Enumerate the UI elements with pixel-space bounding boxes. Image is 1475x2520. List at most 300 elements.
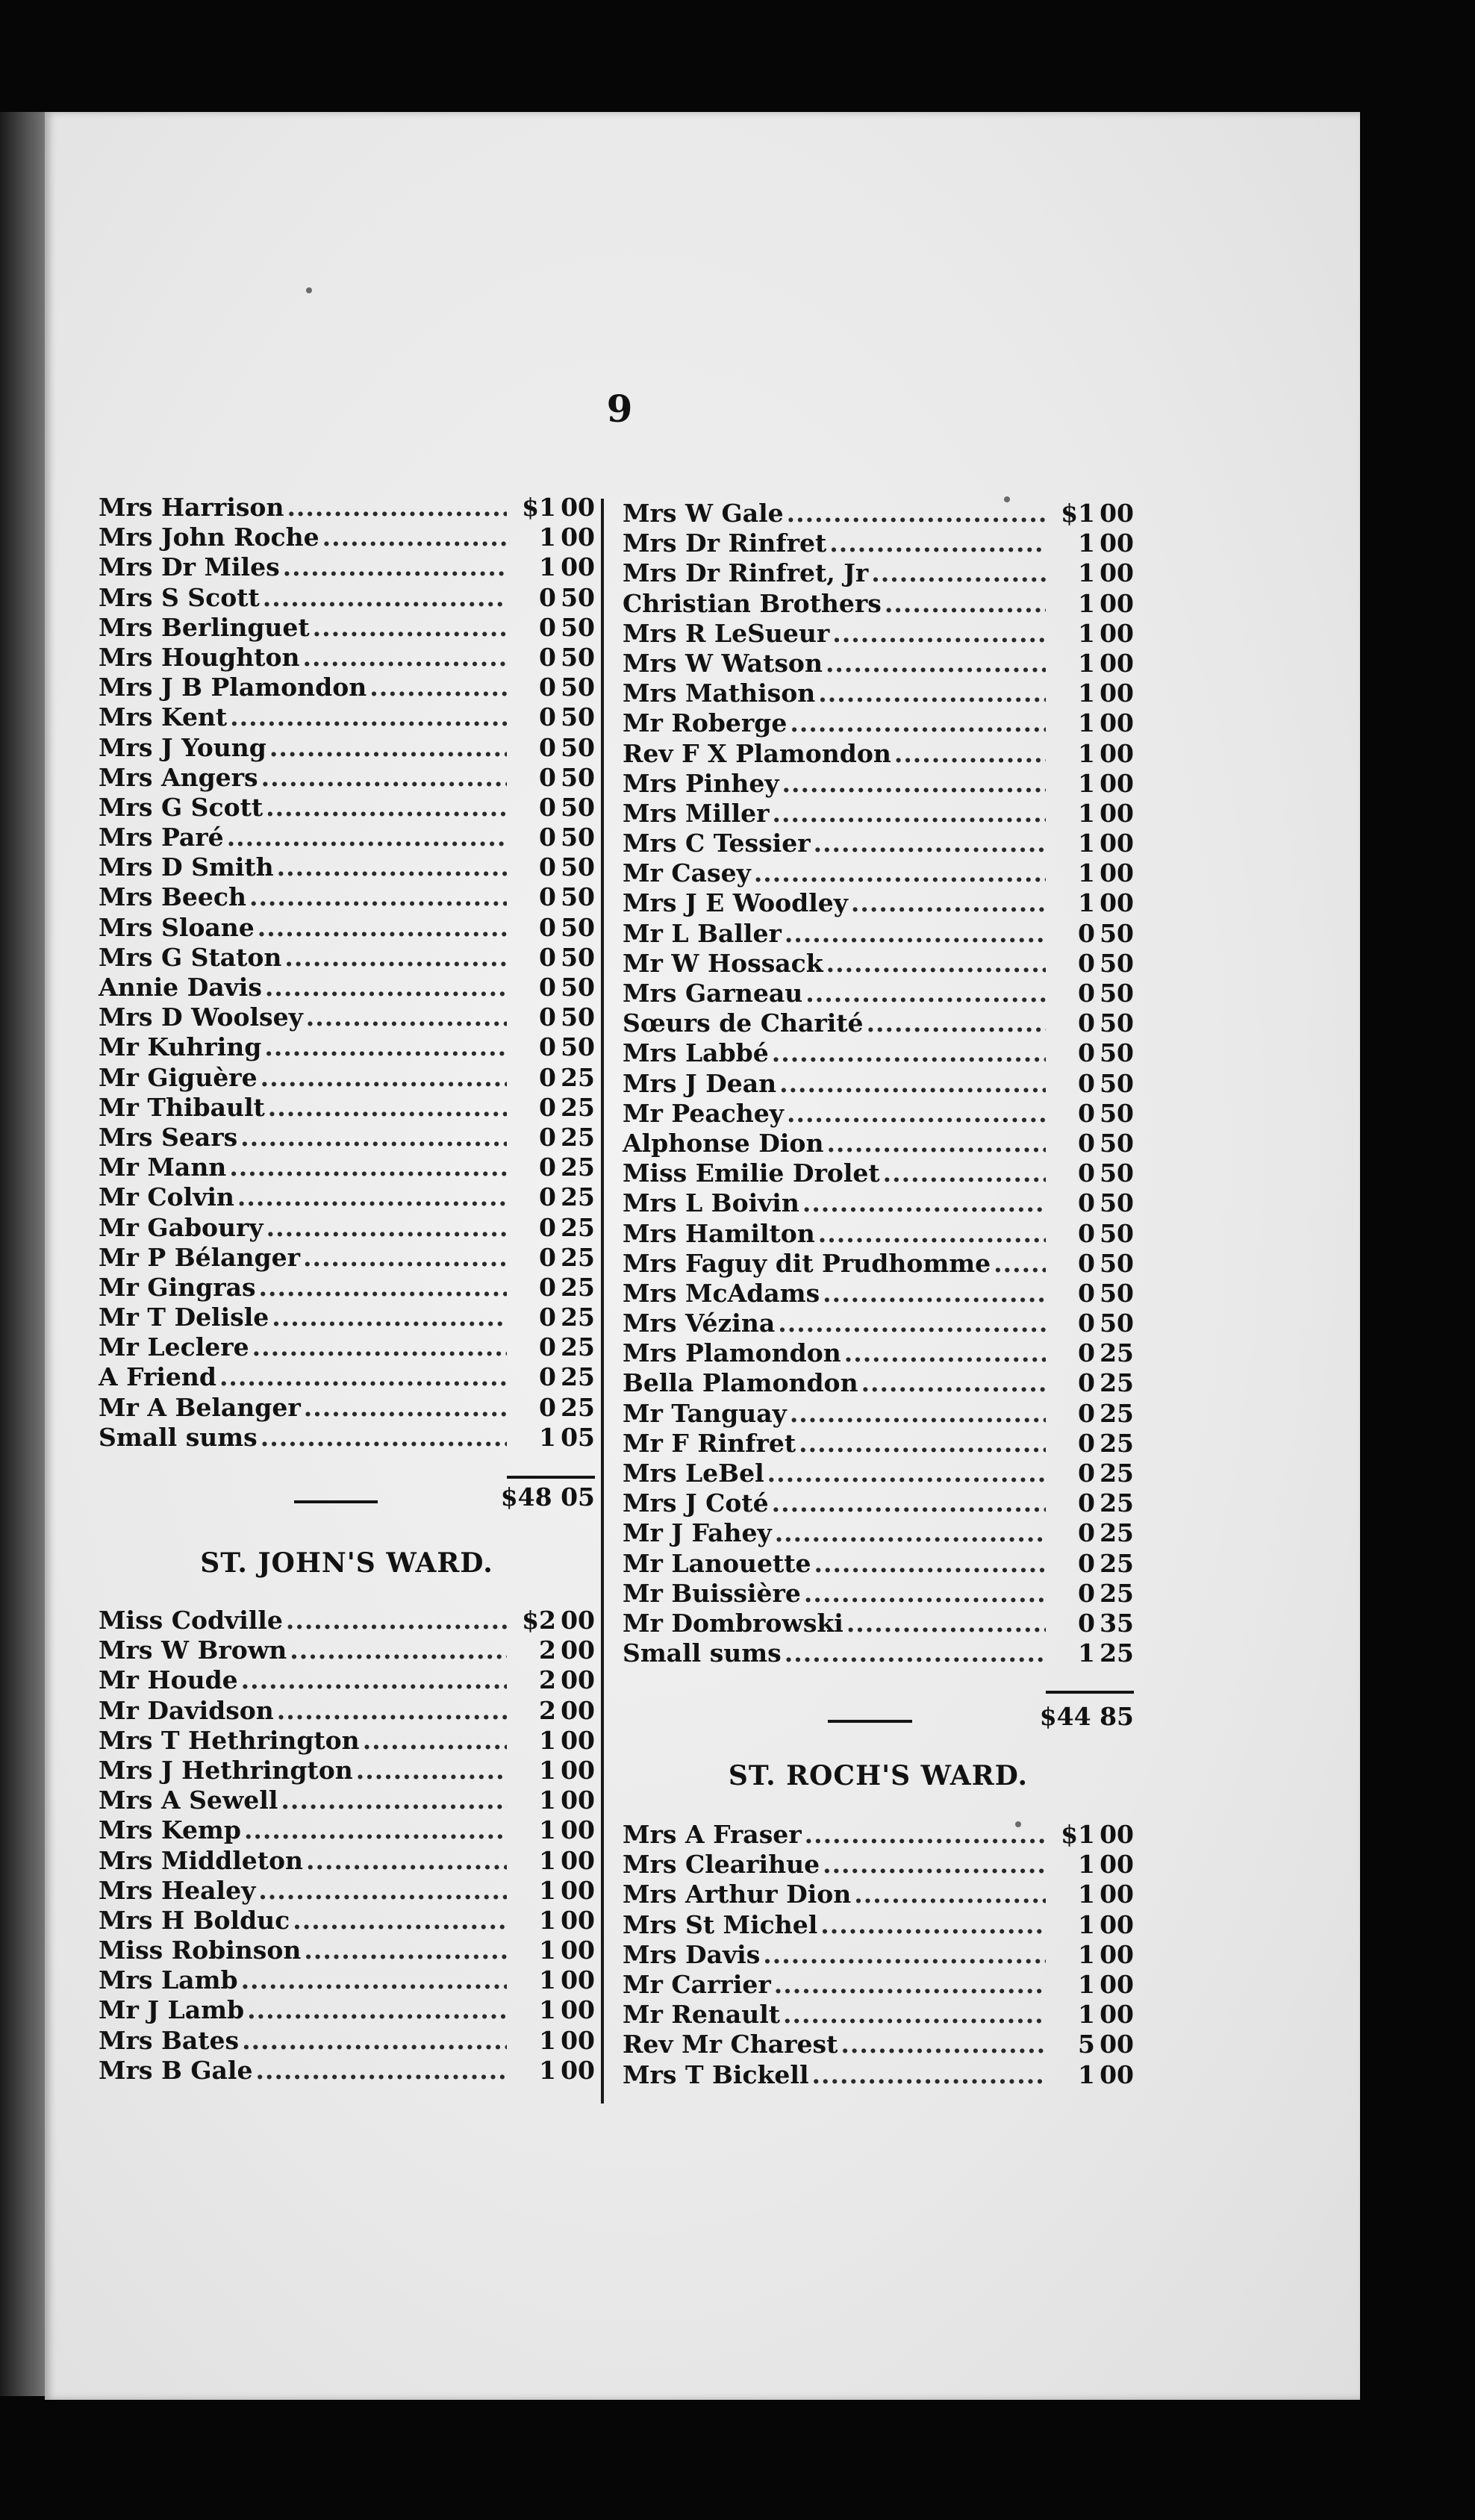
total-rule bbox=[1046, 1691, 1134, 1694]
amount-dollars: 1 bbox=[1078, 618, 1095, 648]
amount-cents: 00 bbox=[1100, 1909, 1134, 1939]
contributor-name: Mr Mann bbox=[99, 1153, 227, 1182]
contributor-name: Mrs Faguy dit Prudhomme bbox=[623, 1248, 991, 1278]
contributor-name: Mrs Plamondon bbox=[623, 1338, 841, 1368]
dot-leader bbox=[871, 558, 1046, 588]
contributor-name: Mrs W Gale bbox=[623, 499, 784, 528]
dot-leader bbox=[284, 943, 507, 973]
contributor-name: Mr Giguère bbox=[99, 1062, 258, 1092]
contributor-name: Miss Robinson bbox=[99, 1936, 302, 1965]
section-total: $48 05 bbox=[500, 1482, 595, 1512]
dot-leader bbox=[820, 1910, 1046, 1940]
contributor-row bbox=[623, 1638, 1134, 1668]
contribution-amount bbox=[513, 1936, 595, 1965]
contributor-row bbox=[623, 619, 1134, 649]
contributor-row bbox=[99, 1063, 595, 1093]
contributor-name: Mr Tanguay bbox=[623, 1398, 787, 1428]
contributor-name: Mrs Davis bbox=[623, 1939, 761, 1969]
dot-leader bbox=[322, 523, 507, 552]
contribution-amount bbox=[1052, 1368, 1134, 1398]
contributor-name: Mr L Baller bbox=[623, 918, 782, 948]
contribution-amount bbox=[1052, 1129, 1134, 1158]
dot-leader bbox=[249, 882, 507, 912]
amount-dollars: 0 bbox=[539, 973, 556, 1002]
contributor-row bbox=[99, 943, 595, 973]
contributor-name: Mr Houde bbox=[99, 1665, 238, 1695]
contributor-name: Mrs Pinhey bbox=[623, 768, 779, 798]
amount-cents: 25 bbox=[1100, 1578, 1134, 1608]
contributor-row bbox=[99, 493, 595, 523]
contribution-amount bbox=[513, 973, 595, 1002]
amount-cents: 00 bbox=[561, 2025, 595, 2055]
contribution-amount bbox=[513, 1393, 595, 1423]
dot-leader bbox=[306, 1846, 507, 1876]
contributor-row bbox=[623, 1609, 1134, 1638]
amount-cents: 50 bbox=[561, 912, 595, 942]
contribution-amount bbox=[1052, 1850, 1134, 1880]
dot-leader bbox=[258, 1876, 507, 1906]
contributor-row bbox=[623, 1368, 1134, 1398]
dot-leader bbox=[304, 1393, 507, 1423]
amount-dollars: 1 bbox=[1078, 558, 1095, 588]
amount-cents: 50 bbox=[1100, 1038, 1134, 1068]
amount-cents: 00 bbox=[1100, 1850, 1134, 1880]
dot-leader bbox=[805, 1820, 1046, 1850]
contributor-name: Mrs St Michel bbox=[623, 1909, 818, 1939]
dot-leader bbox=[247, 1995, 507, 2025]
amount-dollars: 1 bbox=[1078, 2000, 1095, 2030]
contributor-name: Bella Plamondon bbox=[623, 1368, 858, 1398]
contributor-row bbox=[623, 1518, 1134, 1548]
amount-dollars: 0 bbox=[1078, 979, 1095, 1008]
amount-dollars: 1 bbox=[1078, 1850, 1095, 1880]
amount-dollars: 0 bbox=[539, 1002, 556, 1032]
dot-leader bbox=[229, 1153, 507, 1182]
contributor-name: Mrs LeBel bbox=[623, 1459, 764, 1488]
amount-dollars: 0 bbox=[539, 612, 556, 642]
amount-cents: 50 bbox=[561, 882, 595, 912]
amount-cents: 00 bbox=[561, 1815, 595, 1845]
contribution-amount bbox=[1052, 1158, 1134, 1188]
amount-cents: 25 bbox=[1100, 1548, 1134, 1578]
contributor-row bbox=[623, 1188, 1134, 1218]
amount-dollars: 1 bbox=[539, 552, 556, 582]
amount-dollars: 0 bbox=[539, 1392, 556, 1422]
amount-cents: 00 bbox=[561, 1905, 595, 1935]
dot-leader bbox=[772, 1038, 1046, 1068]
contributor-row bbox=[623, 558, 1134, 588]
amount-cents: 25 bbox=[561, 1362, 595, 1392]
amount-dollars: 0 bbox=[539, 732, 556, 762]
contribution-amount bbox=[1052, 769, 1134, 799]
contributor-row bbox=[623, 1038, 1134, 1068]
contributor-row bbox=[99, 583, 595, 613]
ward-heading: ST. JOHN'S WARD. bbox=[200, 1547, 493, 1579]
amount-dollars: 1 bbox=[1078, 1939, 1095, 1969]
dot-leader bbox=[779, 1069, 1046, 1099]
amount-dollars: 1 bbox=[1078, 798, 1095, 828]
amount-cents: 25 bbox=[1100, 1488, 1134, 1518]
amount-cents: 50 bbox=[1100, 918, 1134, 948]
contributor-row bbox=[99, 1936, 595, 1965]
contributor-row bbox=[99, 1696, 595, 1726]
dot-leader bbox=[306, 1002, 507, 1032]
contributor-row bbox=[623, 1549, 1134, 1579]
dot-leader bbox=[790, 1399, 1046, 1429]
amount-cents: 00 bbox=[1100, 528, 1134, 558]
contributor-row bbox=[99, 523, 595, 552]
amount-dollars: 0 bbox=[1078, 1248, 1095, 1278]
contribution-amount bbox=[1052, 1429, 1134, 1459]
amount-dollars: 1 bbox=[1078, 1969, 1095, 1999]
contributor-name: Sœurs de Charité bbox=[623, 1008, 864, 1038]
amount-cents: 50 bbox=[1100, 1309, 1134, 1338]
contributor-row bbox=[623, 499, 1134, 528]
contribution-amount bbox=[1052, 1399, 1134, 1429]
amount-dollars: 0 bbox=[539, 1122, 556, 1152]
contributor-name: Mr P Bélanger bbox=[99, 1242, 300, 1272]
contributor-row bbox=[623, 1008, 1134, 1038]
amount-dollars: 1 bbox=[539, 1815, 556, 1845]
amount-cents: 00 bbox=[1100, 1939, 1134, 1969]
contributor-row bbox=[623, 769, 1134, 799]
contributor-name: Mrs J E Woodley bbox=[623, 888, 848, 918]
contributor-name: Mrs J Young bbox=[99, 732, 266, 762]
contributor-name: A Friend bbox=[99, 1362, 216, 1392]
dot-leader bbox=[823, 1279, 1046, 1309]
amount-dollars: 1 bbox=[539, 1875, 556, 1905]
contributor-name: Mrs J Dean bbox=[623, 1068, 777, 1098]
contributor-row bbox=[99, 1906, 595, 1936]
contributor-row bbox=[99, 1093, 595, 1123]
amount-dollars: 0 bbox=[1078, 1488, 1095, 1518]
contribution-amount bbox=[1052, 829, 1134, 858]
amount-dollars: 1 bbox=[1078, 679, 1095, 708]
dot-leader bbox=[258, 913, 507, 943]
contributor-row bbox=[99, 793, 595, 823]
contribution-amount bbox=[1052, 888, 1134, 918]
amount-dollars: 0 bbox=[1078, 1008, 1095, 1038]
contribution-amount bbox=[513, 1182, 595, 1212]
contributor-name: Mrs Angers bbox=[99, 762, 258, 792]
amount-cents: 50 bbox=[1100, 1098, 1134, 1128]
contribution-amount bbox=[513, 1153, 595, 1182]
dot-leader bbox=[772, 1488, 1046, 1518]
dot-leader bbox=[814, 829, 1046, 858]
dot-leader bbox=[252, 1332, 507, 1362]
amount-cents: 35 bbox=[1100, 1608, 1134, 1638]
amount-cents: 00 bbox=[561, 1995, 595, 2025]
contributor-name: Mrs Kemp bbox=[99, 1815, 241, 1845]
contributor-name: Mr Buissière bbox=[623, 1578, 801, 1608]
dot-leader bbox=[826, 1129, 1046, 1158]
amount-dollars: 1 bbox=[539, 2025, 556, 2055]
amount-cents: 50 bbox=[561, 823, 595, 852]
amount-dollars: 1 bbox=[1078, 858, 1095, 888]
dot-leader bbox=[787, 1099, 1046, 1129]
column-divider bbox=[601, 499, 604, 2103]
contribution-amount bbox=[513, 793, 595, 823]
contributor-row bbox=[99, 1756, 595, 1785]
dot-leader bbox=[854, 1880, 1046, 1909]
dot-leader bbox=[894, 739, 1046, 769]
contributor-name: Mrs Sloane bbox=[99, 912, 255, 942]
contribution-amount bbox=[513, 523, 595, 552]
contributor-name: Christian Brothers bbox=[623, 588, 882, 618]
contributor-name: Mr Colvin bbox=[99, 1182, 234, 1212]
contributor-row bbox=[99, 882, 595, 912]
contributor-name: Mrs A Sewell bbox=[99, 1785, 278, 1815]
contributor-name: Mrs Paré bbox=[99, 823, 224, 852]
amount-cents: 25 bbox=[1100, 1338, 1134, 1368]
dot-leader bbox=[818, 679, 1046, 708]
amount-cents: 00 bbox=[1100, 1969, 1134, 1999]
dot-leader bbox=[851, 888, 1046, 918]
dot-leader bbox=[261, 1423, 507, 1453]
contributor-name: Annie Davis bbox=[99, 973, 262, 1002]
amount-dollars: 1 bbox=[1078, 888, 1095, 918]
dot-leader bbox=[287, 493, 507, 523]
amount-dollars: 0 bbox=[539, 1062, 556, 1092]
amount-cents: 50 bbox=[561, 1002, 595, 1032]
amount-dollars: 2 bbox=[539, 1695, 556, 1725]
amount-cents: 00 bbox=[561, 1665, 595, 1695]
contribution-amount bbox=[1052, 1219, 1134, 1249]
amount-cents: 00 bbox=[561, 1755, 595, 1785]
contributor-row bbox=[623, 1219, 1134, 1249]
dot-leader bbox=[802, 1188, 1046, 1218]
amount-cents: 00 bbox=[561, 1635, 595, 1665]
contribution-amount bbox=[1052, 1188, 1134, 1218]
dot-leader bbox=[883, 1158, 1046, 1188]
amount-cents: 25 bbox=[561, 1122, 595, 1152]
amount-cents: 00 bbox=[1100, 679, 1134, 708]
contribution-amount bbox=[1052, 799, 1134, 829]
contribution-amount bbox=[513, 1063, 595, 1093]
amount-dollars: 1 bbox=[539, 1785, 556, 1815]
dot-leader bbox=[240, 1123, 507, 1153]
dot-leader bbox=[272, 1303, 507, 1332]
amount-cents: 00 bbox=[1100, 798, 1134, 828]
contribution-amount bbox=[1052, 1038, 1134, 1068]
contributor-name: Mrs Beech bbox=[99, 882, 246, 912]
contributor-row bbox=[99, 1243, 595, 1273]
contributor-row bbox=[99, 1995, 595, 2025]
contributor-name: Mr Dombrowski bbox=[623, 1608, 843, 1638]
amount-dollars: 0 bbox=[539, 1212, 556, 1242]
dot-leader bbox=[283, 552, 507, 582]
contributor-name: Mr T Delisle bbox=[99, 1303, 269, 1332]
amount-cents: 50 bbox=[561, 792, 595, 822]
contributor-name: Mr Carrier bbox=[623, 1969, 771, 1999]
dot-leader bbox=[994, 1249, 1046, 1279]
dot-leader bbox=[241, 1665, 507, 1695]
contributor-name: Mrs Lamb bbox=[99, 1965, 238, 1995]
amount-cents: 50 bbox=[1100, 979, 1134, 1008]
contributor-name: Mrs McAdams bbox=[623, 1278, 820, 1308]
contributor-name: Mr F Rinfret bbox=[623, 1428, 796, 1458]
contributor-row bbox=[623, 888, 1134, 918]
paper-speck bbox=[306, 287, 312, 293]
dot-leader bbox=[785, 919, 1046, 949]
dot-leader bbox=[823, 1850, 1046, 1880]
contributor-row bbox=[99, 673, 595, 702]
contributor-row bbox=[623, 1099, 1134, 1129]
amount-dollars: 0 bbox=[1078, 1428, 1095, 1458]
contribution-amount bbox=[513, 1606, 595, 1635]
dot-leader bbox=[293, 1906, 507, 1936]
amount-cents: 25 bbox=[561, 1212, 595, 1242]
section-dash bbox=[294, 1500, 378, 1503]
contributor-row bbox=[623, 679, 1134, 708]
dot-leader bbox=[261, 763, 507, 793]
amount-dollars: $2 bbox=[522, 1606, 556, 1635]
amount-dollars: 1 bbox=[1078, 2059, 1095, 2089]
contributor-name: Mrs D Woolsey bbox=[99, 1002, 303, 1032]
contributor-row bbox=[623, 1399, 1134, 1429]
amount-cents: 00 bbox=[561, 1606, 595, 1635]
contribution-amount bbox=[1052, 649, 1134, 679]
contribution-amount bbox=[513, 823, 595, 852]
dot-leader bbox=[259, 1273, 507, 1303]
amount-cents: 50 bbox=[1100, 1158, 1134, 1188]
contributor-row bbox=[623, 1850, 1134, 1880]
amount-dollars: 1 bbox=[539, 1725, 556, 1755]
contributor-row bbox=[99, 1213, 595, 1243]
amount-cents: 50 bbox=[1100, 1278, 1134, 1308]
amount-cents: 50 bbox=[561, 702, 595, 732]
dot-leader bbox=[290, 1635, 507, 1665]
amount-dollars: 0 bbox=[539, 1362, 556, 1392]
contribution-amount bbox=[513, 2056, 595, 2086]
contributor-name: Mrs Hamilton bbox=[623, 1218, 815, 1248]
amount-dollars: 0 bbox=[1078, 1068, 1095, 1098]
dot-leader bbox=[846, 1609, 1046, 1638]
contributor-name: Mrs Vézina bbox=[623, 1309, 776, 1338]
contributor-row bbox=[623, 1820, 1134, 1850]
contributor-row bbox=[99, 763, 595, 793]
contributor-row bbox=[623, 708, 1134, 738]
contributor-name: Mrs Dr Miles bbox=[99, 552, 280, 582]
contributor-row bbox=[623, 2060, 1134, 2090]
contribution-amount bbox=[1052, 1008, 1134, 1038]
contribution-amount bbox=[513, 1243, 595, 1273]
contributor-name: Mr Peachey bbox=[623, 1098, 784, 1128]
amount-cents: 25 bbox=[1100, 1368, 1134, 1398]
contribution-amount bbox=[513, 943, 595, 973]
total-rule bbox=[507, 1476, 595, 1479]
dot-leader bbox=[266, 793, 507, 823]
dot-leader bbox=[244, 1815, 507, 1845]
contributor-name: Mr W Hossack bbox=[623, 948, 823, 978]
dot-leader bbox=[281, 1785, 507, 1815]
dot-leader bbox=[844, 1338, 1046, 1368]
dot-leader bbox=[363, 1726, 507, 1756]
contribution-amount bbox=[513, 1726, 595, 1756]
contribution-amount bbox=[1052, 1609, 1134, 1638]
contributor-name: Mr Gingras bbox=[99, 1272, 256, 1302]
contribution-amount bbox=[1052, 2030, 1134, 2059]
dot-leader bbox=[782, 769, 1047, 799]
amount-dollars: 0 bbox=[539, 942, 556, 972]
amount-dollars: 0 bbox=[1078, 1548, 1095, 1578]
contribution-amount bbox=[513, 1785, 595, 1815]
dot-leader bbox=[867, 1008, 1046, 1038]
amount-cents: 00 bbox=[1100, 708, 1134, 738]
contributor-row bbox=[623, 1279, 1134, 1309]
contributor-name: Mrs C Tessier bbox=[623, 829, 811, 858]
dot-leader bbox=[286, 1606, 507, 1635]
ward-contributor-list bbox=[99, 1606, 595, 2086]
amount-dollars: 0 bbox=[539, 1332, 556, 1362]
ward-heading: ST. ROCH'S WARD. bbox=[728, 1760, 1029, 1791]
dot-leader bbox=[303, 1243, 507, 1273]
amount-cents: 00 bbox=[561, 2055, 595, 2085]
amount-dollars: 0 bbox=[539, 762, 556, 792]
amount-dollars: 1 bbox=[539, 2055, 556, 2085]
contribution-amount bbox=[1052, 679, 1134, 708]
contributor-name: Mrs Clearihue bbox=[623, 1850, 820, 1880]
dot-leader bbox=[269, 733, 507, 763]
contributor-row bbox=[99, 1362, 595, 1392]
amount-dollars: 0 bbox=[1078, 1038, 1095, 1068]
contributor-row bbox=[623, 1488, 1134, 1518]
amount-cents: 50 bbox=[561, 612, 595, 642]
contribution-amount bbox=[513, 552, 595, 582]
contributor-name: Mrs L Boivin bbox=[623, 1188, 799, 1218]
amount-dollars: 1 bbox=[1078, 1880, 1095, 1909]
contributor-name: Mrs J B Plamondon bbox=[99, 673, 367, 702]
dot-leader bbox=[767, 1459, 1046, 1488]
contributor-row bbox=[623, 1158, 1134, 1188]
amount-dollars: 1 bbox=[539, 1995, 556, 2025]
contributor-name: Mrs John Roche bbox=[99, 523, 319, 552]
contributor-name: Mr Roberge bbox=[623, 708, 788, 738]
amount-dollars: 0 bbox=[1078, 1128, 1095, 1158]
amount-dollars: 1 bbox=[1078, 708, 1095, 738]
contribution-amount bbox=[1052, 1549, 1134, 1579]
contribution-amount bbox=[513, 1213, 595, 1243]
amount-cents: 00 bbox=[1100, 558, 1134, 588]
contributor-name: Mrs Bates bbox=[99, 2025, 240, 2055]
contributor-row bbox=[623, 1880, 1134, 1909]
amount-cents: 00 bbox=[561, 1725, 595, 1755]
amount-dollars: 0 bbox=[539, 1182, 556, 1212]
amount-cents: 25 bbox=[1100, 1638, 1134, 1668]
contributor-row bbox=[99, 1635, 595, 1665]
amount-cents: 25 bbox=[1100, 1398, 1134, 1428]
amount-cents: 50 bbox=[1100, 1068, 1134, 1098]
contribution-amount bbox=[1052, 499, 1134, 528]
dot-leader bbox=[805, 979, 1046, 1008]
amount-dollars: $1 bbox=[1061, 499, 1095, 528]
dot-leader bbox=[230, 702, 507, 732]
amount-cents: 25 bbox=[561, 1062, 595, 1092]
dot-leader bbox=[219, 1362, 507, 1392]
contributor-row bbox=[99, 2056, 595, 2086]
amount-dollars: 5 bbox=[1078, 2030, 1095, 2059]
amount-dollars: 0 bbox=[539, 582, 556, 612]
contribution-amount bbox=[1052, 558, 1134, 588]
contribution-amount bbox=[1052, 979, 1134, 1008]
contribution-amount bbox=[513, 852, 595, 882]
contributor-name: Mrs Labbé bbox=[623, 1038, 769, 1068]
contribution-amount bbox=[513, 1303, 595, 1332]
contributor-row bbox=[623, 799, 1134, 829]
contributor-name: Mr Leclere bbox=[99, 1332, 249, 1362]
contribution-amount bbox=[513, 643, 595, 673]
contributor-name: Mrs H Bolduc bbox=[99, 1905, 290, 1935]
